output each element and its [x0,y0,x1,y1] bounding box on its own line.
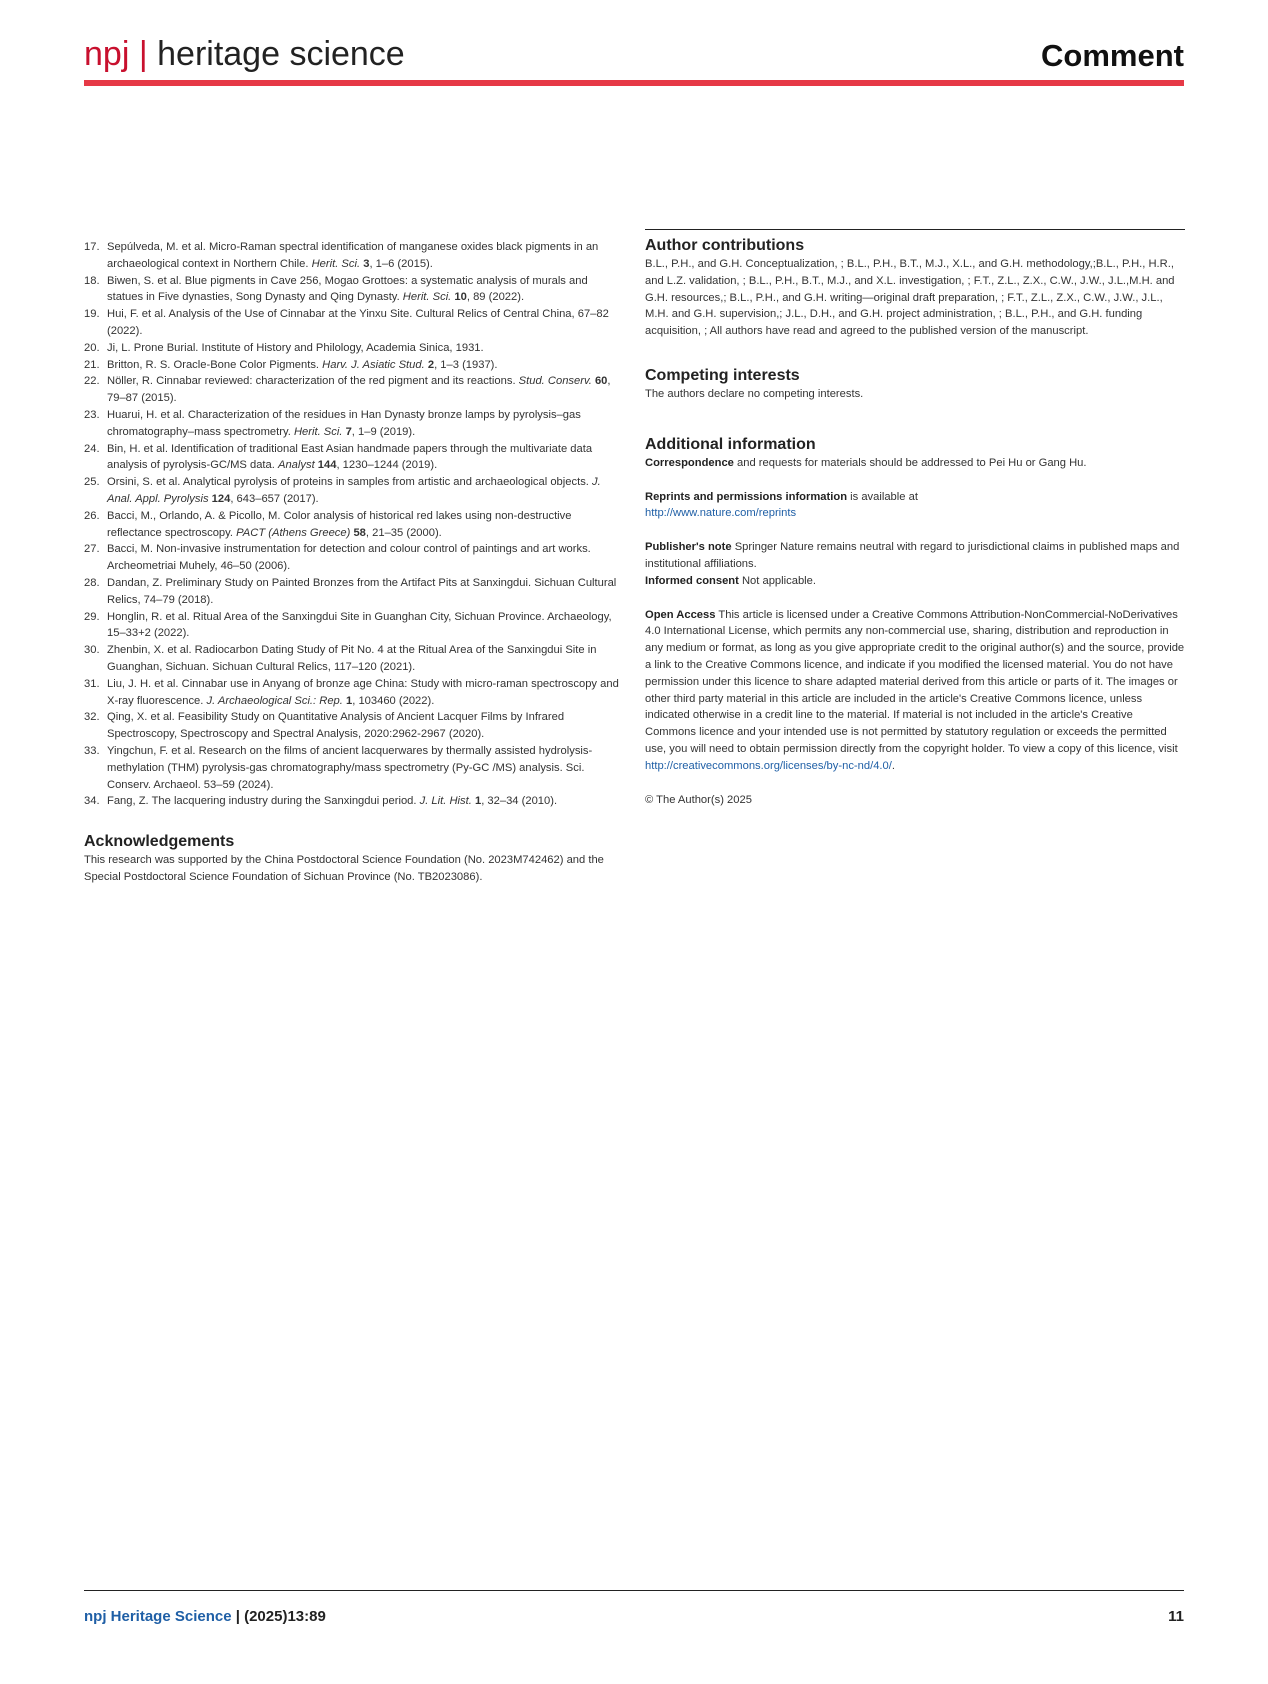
reference-text-part: , 1230–1244 (2019). [336,459,438,472]
reference-list [84,239,624,810]
reference-number: 26. [84,509,100,522]
acknowledgements-section [84,832,624,886]
reference-text-part: , 103460 (2022). [352,694,435,707]
additional-information-section [645,435,1185,809]
competing-interests-text: The authors declare no competing interests. [645,387,864,400]
acknowledgements-text: This research was supported by the China Postdoctoral Science Foundation (No. 2023M742462) and the Special Postdoctoral Science Foundation of Sichuan Province (No. TB2023086). [84,854,604,883]
reference-number: 22. [84,375,100,388]
reference-text-part: Herit. Sci. [293,425,343,438]
reference-text-part: 124 [211,492,231,505]
reference-number: 24. [84,442,100,455]
reference-item [84,709,624,743]
reference-text-part: Bacci, M. Non-invasive instrumentation for detection and colour control of paintings and art works. Archeometriai Muhely, 46–50 (2006). [107,543,591,573]
correspondence-label: Correspondence [645,456,734,469]
journal-logo-name: heritage science [157,35,405,73]
left-column [84,239,624,886]
reference-text-part: Orsini, S. et al. Analytical pyrolysis of proteins in samples from artistic and archaeological objects. [107,476,593,489]
reference-item [84,340,624,357]
reference-item [84,642,624,676]
reference-text-part: 144 [317,459,337,472]
reference-number: 29. [84,610,100,623]
reference-text-part: Herit. Sci. [311,257,361,270]
journal-logo-separator: | [138,35,148,73]
page-number: 11 [1168,1608,1184,1625]
reference-number: 32. [84,711,100,724]
reference-text-part: Liu, J. H. et al. Cinnabar use in Anyang of bronze age China: Study with micro-raman spectroscopy and X-ray fluorescence. [107,677,619,707]
reference-item [84,239,624,273]
footer-volume: | (2025)13:89 [231,1608,326,1625]
footer-citation [84,1608,326,1625]
author-contributions-section [645,236,1185,340]
author-contributions-text: B.L., P.H., and G.H. Conceptualization, ; B.L., P.H., B.T., M.J., X.L., and G.H. methodology,;B.L., P.H., H.R., and L.Z. validation, ; B.L., P.H., B.T., M.J., and X.L. investigation, ; F.T., Z.L., Z.X., C.W., J.W., J.L.,M.H. and G.H. resources,; B.L., P.H., and G.H. writing—original draft preparation, ; F.T., Z.L., Z.X., C.W., J.W., J.L., M.H. and G.H. supervision,; J.L., D.H., and G.H. project administration, ; B.L., P.H., and G.H. funding acquisition, ; All authors have read and agreed to the published version of the manuscript. [645,258,1175,338]
reference-number: 28. [84,576,100,589]
reference-number: 20. [84,341,100,354]
reference-item [84,541,624,575]
reference-item [84,508,624,542]
additional-information-heading: Additional information [645,435,816,453]
open-access-license-link[interactable]: http://creativecommons.org/licenses/by-nc-nd/4.0/ [645,759,892,772]
reference-text-part: 3 [363,257,370,270]
reference-item [84,373,624,407]
reference-text-part: , 643–657 (2017). [230,492,319,505]
reprints-text: is available at [847,490,918,503]
correspondence-text: and requests for materials should be addressed to Pei Hu or Gang Hu. [733,456,1087,469]
reference-number: 17. [84,241,100,253]
publisher-note [645,539,1185,573]
open-access-label: Open Access [645,608,716,621]
reference-text-part: , 1–9 (2019). [351,425,416,438]
reference-text-part: 58 [353,526,366,539]
competing-interests-section [645,366,1185,403]
reference-number: 30. [84,644,100,657]
reference-item [84,609,624,643]
reference-text-part: Fang, Z. The lacquering industry during the Sanxingdui period. [107,795,420,808]
reference-text-part: J. Lit. Hist. [419,795,472,808]
reference-text-part: Zhenbin, X. et al. Radiocarbon Dating Study of Pit No. 4 at the Ritual Area of the Sanxingdui Site in Guanghan, Sichuan. Sichuan Cultural Relics, 117–120 (2021). [107,644,597,673]
open-access-text: This article is licensed under a Creative Commons Attribution-NonCommercial-NoDerivatives 4.0 International License, which permits any non-commercial use, sharing, distribution and reproduction in any medium or format, as long as you give appropriate credit to the original author(s) and the source, provide a link to the Creative Commons licence, and indicate if you modified the licensed material. You do not have permission under this licence to share adapted material derived from this article or parts of it. The images or other third party material in this article are included in the article's Creative Commons licence, unless indicated otherwise in a credit line to the material. If material is not included in the article's Creative Commons licence and your intended use is not permitted by statutory regulation or exceeds the permitted use, you will need to obtain permission directly from the copyright holder. To view a copy of this licence, visit [645,608,1185,755]
reference-text-part: Stud. Conserv. [518,375,592,388]
reference-text-part: , 89 (2022). [466,291,525,304]
article-type: Comment [1041,38,1184,73]
reprints-link[interactable]: http://www.nature.com/reprints [645,507,797,520]
reference-text-part: , 79–87 (2015). [107,375,611,405]
reference-item [84,474,624,508]
reference-item [84,743,624,793]
footer-journal-name: npj Heritage Science [84,1608,232,1625]
reference-text-part: , 21–35 (2000). [365,526,442,539]
reference-item [84,357,624,374]
reference-text-part: , 1–3 (1937). [434,358,498,371]
copyright-notice: © The Author(s) 2025 [645,793,752,806]
reprints-label: Reprints and permissions information [645,490,848,503]
reference-text-part: Sepúlveda, M. et al. Micro-Raman spectral identification of manganese oxides black pigments in an archaeological context in Northern Chile. [107,241,599,270]
open-access-end: . [891,759,895,772]
reference-text-part: 10 [454,291,467,304]
header-rule [84,80,1184,86]
column-top-rule [645,229,1185,230]
publisher-note-label: Publisher's note [645,541,732,554]
reference-text-part: Honglin, R. et al. Ritual Area of the Sanxingdui Site in Guanghan City, Sichuan Province. Archaeology, 15–33+2 (2022). [107,610,612,640]
journal-logo [84,34,405,74]
informed-consent-text: Not applicable. [738,574,816,587]
reference-number: 25. [84,476,100,489]
reference-text-part: Biwen, S. et al. Blue pigments in Cave 256, Mogao Grottoes: a systematic analysis of murals and statues in Five dynasties, Song Dynasty and Qing Dynasty. [107,274,588,304]
reference-number: 31. [84,677,100,690]
page-header [84,34,1184,78]
reference-number: 18. [84,274,100,287]
reference-text-part: Analyst [277,459,315,472]
footer-rule [84,1590,1184,1591]
informed-consent-note [645,573,1185,590]
reference-text-part: Ji, L. Prone Burial. Institute of History and Philology, Academia Sinica, 1931. [107,341,484,354]
reference-text-part: Britton, R. S. Oracle-Bone Color Pigments. [107,358,323,371]
reference-number: 21. [84,358,100,371]
reprints-note [645,489,1185,523]
reference-text-part: Yingchun, F. et al. Research on the films of ancient lacquerwares by thermally assisted hydrolysis-methylation (THM) pyrolysis-gas chromatography/mass spectrometry (Py-GC /MS) analysis. Sci. Conserv. Archaeol. 53–59 (2024). [107,744,593,791]
reference-item [84,441,624,475]
reference-text-part: , 32–34 (2010). [481,795,558,808]
reference-item [84,676,624,710]
reference-item [84,273,624,307]
reference-text-part: Harv. J. Asiatic Stud. [322,358,425,371]
reference-text-part: PACT (Athens Greece) [236,526,351,539]
reference-text-part: J. Anal. Appl. Pyrolysis [107,476,601,505]
reference-text-part: Bin, H. et al. Identification of traditional East Asian handmade papers through the multivariate data analysis of pyrolysis-GC/MS data. [107,442,593,472]
reference-item [84,407,624,441]
reference-text-part: J. Archaeological Sci.: Rep. [206,694,343,707]
reference-text-part: Herit. Sci. [402,291,452,304]
acknowledgements-heading: Acknowledgements [84,833,235,851]
reference-text-part: 7 [345,425,352,438]
reference-text-part: Hui, F. et al. Analysis of the Use of Cinnabar at the Yinxu Site. Cultural Relics of Central China, 67–82 (2022). [107,308,609,337]
reference-number: 19. [84,308,100,321]
reference-text-part: Huarui, H. et al. Characterization of the residues in Han Dynasty bronze lamps by pyrolysis–gas chromatography–mass spectrometry. [107,408,581,438]
reference-text-part: Dandan, Z. Preliminary Study on Painted Bronzes from the Artifact Pits at Sanxingdui. Sichuan Cultural Relics, 74–79 (2018). [107,576,617,606]
reference-item [84,575,624,609]
reference-number: 33. [84,744,100,757]
reference-number: 23. [84,408,100,421]
reference-text-part: 1 [346,694,353,707]
reference-text-part: 2 [427,358,435,371]
reference-item [84,306,624,340]
reference-item [84,793,624,810]
reference-text-part: Qing, X. et al. Feasibility Study on Quantitative Analysis of Ancient Lacquer Films by Infrared Spectroscopy, Spectroscopy and Spectral Analysis, 2020:2962-2967 (2020). [107,711,565,741]
author-contributions-heading: Author contributions [645,237,805,254]
journal-logo-npj: npj [84,35,130,73]
informed-consent-label: Informed consent [645,574,739,587]
publisher-note-text: Springer Nature remains neutral with regard to jurisdictional claims in published maps and institutional affiliations. [645,541,1180,570]
reference-text-part: Bacci, M., Orlando, A. & Picollo, M. Color analysis of historical red lakes using non-destructive reflectance spectroscopy. [107,509,572,539]
reference-text-part: Nöller, R. Cinnabar reviewed: characterization of the red pigment and its reactions. [107,375,519,388]
competing-interests-heading: Competing interests [645,366,800,384]
reference-number: 27. [84,543,100,556]
reference-text-part: , 1–6 (2015). [369,257,433,270]
reference-number: 34. [84,795,100,808]
correspondence-note [645,455,1185,472]
reference-text-part: 1 [474,795,482,808]
right-column [645,236,1185,808]
open-access-note [645,607,1185,775]
reference-text-part: 60 [594,375,608,388]
